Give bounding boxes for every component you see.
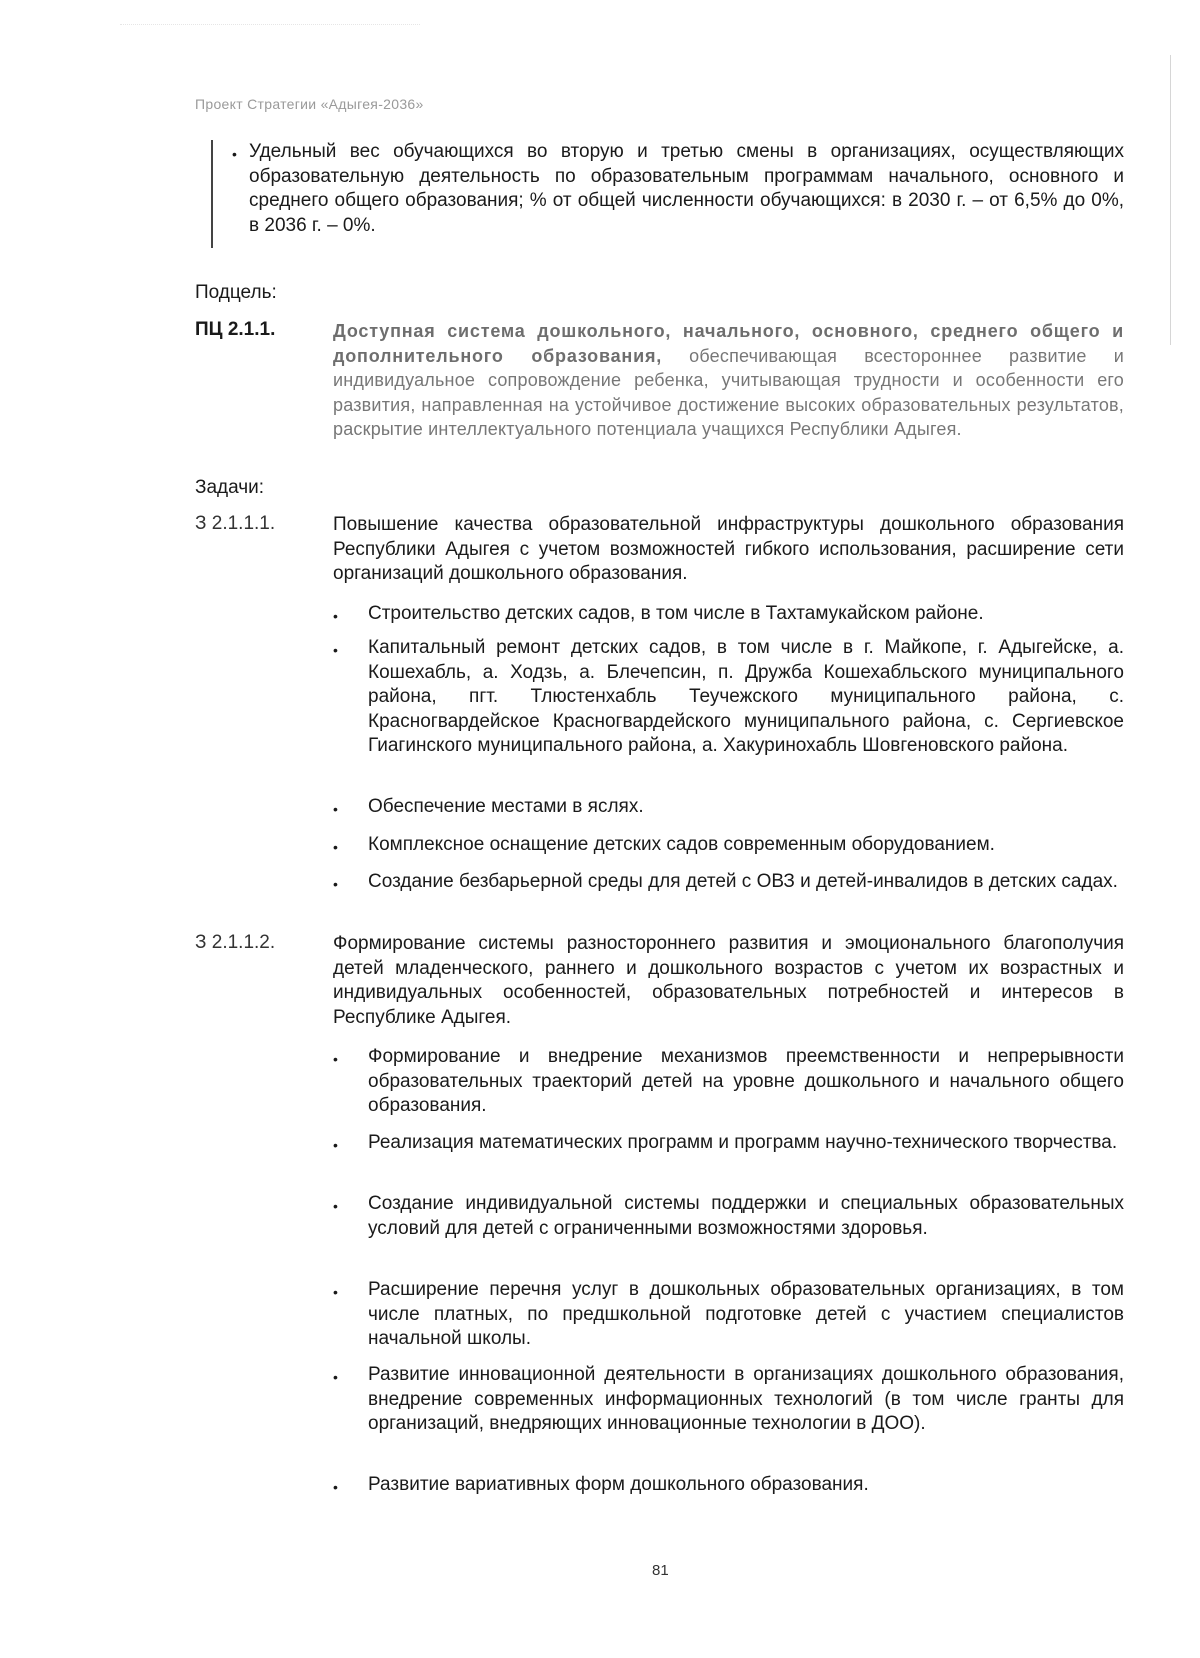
- bullet-glyph: •: [333, 608, 338, 624]
- subgoal-title: Доступная система дошкольного, начального, основного, среднего общего и дополнительного образования,: [333, 321, 1124, 366]
- task-code: З 2.1.1.1.: [195, 513, 276, 534]
- bullet-glyph: •: [333, 839, 338, 855]
- bullet-glyph: •: [333, 1284, 338, 1300]
- change-bar: [211, 140, 213, 248]
- bullet-glyph: •: [333, 876, 338, 892]
- task-text: Повышение качества образовательной инфраструктуры дошкольного образования Республики Адыгея с учетом возможностей гибкого использования, расширение сети организаций дошкольного образования.: [333, 514, 1124, 584]
- bullet-glyph: •: [232, 146, 237, 162]
- task-code: З 2.1.1.2.: [195, 932, 276, 953]
- running-header: Проект Стратегии «Адыгея-2036»: [195, 96, 424, 112]
- list-item: Расширение перечня услуг в дошкольных образовательных организациях, в том числе платных, по предшкольной подготовке детей с участием специалистов начальной школы.: [368, 1279, 1124, 1349]
- bullet-glyph: •: [333, 1369, 338, 1385]
- list-item: Комплексное оснащение детских садов современным оборудованием.: [368, 834, 995, 855]
- scan-artifact: [120, 24, 420, 26]
- task-text: Формирование системы разностороннего развития и эмоционального благополучия детей младенческого, раннего и дошкольного возрастов с учетом их возрастных и индивидуальных особенностей, образовательных потребностей и интересов в Республике Адыгея.: [333, 933, 1124, 1028]
- bullet-glyph: •: [333, 1198, 338, 1214]
- list-item: Развитие вариативных форм дошкольного образования.: [368, 1474, 869, 1495]
- intro-bullet-text: Удельный вес обучающихся во вторую и третью смены в организациях, осуществляющих образовательную деятельность по образовательным программам начального, основного и среднего общего образования; % от общей численности обучающихся: в 2030 г. – от 6,5% до 0%, в 2036 г. – 0%.: [249, 141, 1124, 236]
- subgoal-heading: Подцель:: [195, 282, 277, 303]
- list-item: Обеспечение местами в яслях.: [368, 796, 644, 817]
- page-number: 81: [652, 1562, 669, 1579]
- subgoal-body: [333, 319, 1124, 442]
- subgoal-description: обеспечивающая всестороннее развитие и индивидуальное сопровождение ребенка, учитывающая трудности и особенности его развития, направленная на устойчивое достижение высоких образовательных результатов, раскрытие интеллектуального потенциала учащихся Республики Адыгея.: [333, 345, 1124, 439]
- list-item: Реализация математических программ и программ научно-технического творчества.: [368, 1132, 1118, 1153]
- list-item: Развитие инновационной деятельности в организациях дошкольного образования, внедрение современных информационных технологий (в том числе гранты для организаций, внедряющих инновационные технологии в ДОО).: [368, 1364, 1124, 1434]
- list-item: Формирование и внедрение механизмов преемственности и непрерывности образовательных траекторий детей на уровне дошкольного и начального общего образования.: [368, 1046, 1124, 1116]
- subgoal-code: ПЦ 2.1.1.: [195, 319, 276, 340]
- tasks-heading: Задачи:: [195, 477, 265, 498]
- bullet-glyph: •: [333, 1479, 338, 1495]
- list-item: Создание безбарьерной среды для детей с ОВЗ и детей-инвалидов в детских садах.: [368, 871, 1118, 892]
- list-item: Строительство детских садов, в том числе в Тахтамукайском районе.: [368, 603, 984, 624]
- bullet-glyph: •: [333, 801, 338, 817]
- list-item: Капитальный ремонт детских садов, в том числе в г. Майкопе, г. Адыгейске, а. Кошехабль, а. Ходзь, а. Блечепсин, п. Дружба Кошехабльского муниципального района, пгт. Тлюстенхабль Теучежского муниципального района, с. Красногвардейское Красногвардейского муниципального района, с. Сергиевское Гиагинского муниципального района, а. Хакуринохабль Шовгеновского района.: [368, 637, 1124, 756]
- bullet-glyph: •: [333, 1137, 338, 1153]
- bullet-glyph: •: [333, 642, 338, 658]
- bullet-glyph: •: [333, 1051, 338, 1067]
- list-item: Создание индивидуальной системы поддержки и специальных образовательных условий для детей с ограниченными возможностями здоровья.: [368, 1193, 1124, 1239]
- scan-edge-line: [1170, 55, 1171, 345]
